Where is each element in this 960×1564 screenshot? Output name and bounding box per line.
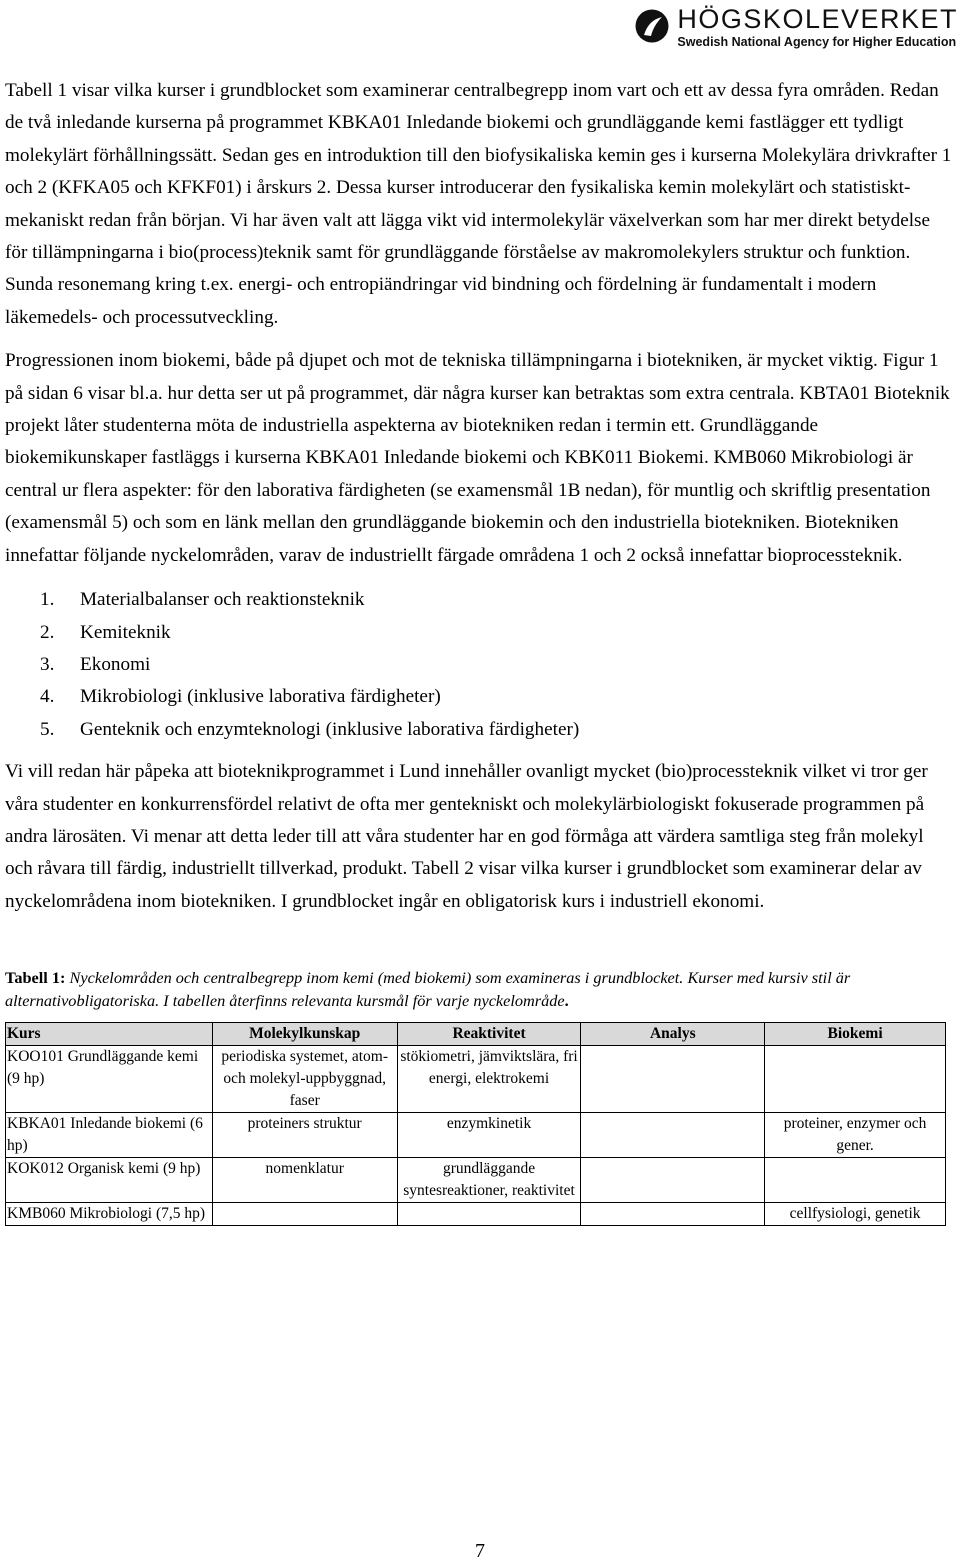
table-cell (397, 1203, 581, 1226)
header-molekylkunskap: Molekylkunskap (212, 1023, 397, 1046)
caption-end: . (564, 991, 569, 1011)
table-cell: nomenklatur (212, 1158, 397, 1203)
list-item (5, 617, 955, 649)
table-cell (212, 1203, 397, 1226)
list-item (5, 681, 955, 713)
list-number: 3. (40, 653, 55, 675)
list-number: 1. (40, 589, 55, 611)
list-number: 5. (40, 718, 55, 740)
header-biokemi: Biokemi (765, 1023, 946, 1046)
document-body (5, 75, 955, 1226)
table-cell: enzymkinetik (397, 1113, 581, 1158)
table-cell: periodiska systemet, atom- och molekyl-uppbyggnad, faser (212, 1046, 397, 1113)
table-cell (581, 1203, 765, 1226)
caption-text: Nyckelområden och centralbegrepp inom kemi (med biokemi) som examineras i grundblocket. Kurser med kursiv stil är alternativobligatoriska. I tabellen återfinns relevanta kursmål för varje nyckelområde (5, 968, 851, 1011)
header-logo (635, 0, 958, 54)
list-item (5, 584, 955, 616)
key-areas-list (5, 584, 955, 746)
table-cell: KOK012 Organisk kemi (9 hp) (6, 1158, 213, 1203)
page-number: 7 (475, 1540, 485, 1562)
table-cell (581, 1046, 765, 1113)
table-cell (765, 1046, 946, 1113)
header-analys: Analys (581, 1023, 765, 1046)
table-cell: stökiometri, jämviktslära, fri energi, elektrokemi (397, 1046, 581, 1113)
list-text: Genteknik och enzymteknologi (inklusive laborativa färdigheter) (80, 718, 580, 740)
list-number: 4. (40, 686, 55, 708)
courses-table (5, 1022, 946, 1226)
list-item (5, 714, 955, 746)
table-cell (581, 1158, 765, 1203)
logo-text (677, 3, 958, 49)
logo-subtitle: Swedish National Agency for Higher Education (677, 34, 957, 49)
caption-label: Tabell 1: (5, 968, 66, 988)
logo-emblem-icon (635, 9, 669, 43)
list-number: 2. (40, 621, 55, 643)
table-cell: cellfysiologi, genetik (765, 1203, 946, 1226)
table-cell: KBKA01 Inledande biokemi (6 hp) (6, 1113, 213, 1158)
logo-name: HÖGSKOLEVERKET (677, 3, 958, 34)
table-cell (581, 1113, 765, 1158)
paragraph-1: Tabell 1 visar vilka kurser i grundblocket som examinerar centralbegrepp inom vart och ett av dessa fyra områden. Redan de två inledande kurserna på programmet KBKA01 Inledande biokemi och grundläggande kemi fastlägger ett tydligt molekylärt förhållningssätt. Sedan ges en introduktion till den biofysikaliska kemin ges i kurserna Molekylära drivkrafter 1 och 2 (KFKA05 och KFKF01) i årskurs 2. Dessa kurser introducerar den fysikaliska kemin molekylärt och statistiskt-mekaniskt redan från början. Vi har även valt att lägga vikt vid intermolekylär växelverkan som har mer direkt betydelse för tillämpningarna i bio(process)teknik samt för grundläggande förståelse av makromolekylers struktur och funktion. Sunda resonemang kring t.ex. energi- och entropiändringar vid bindning och fördelning är fundamentalt i modern läkemedels- och processutveckling. (5, 80, 952, 328)
paragraph-3: Vi vill redan här påpeka att bioteknikprogrammet i Lund innehåller ovanligt mycket (bio)processteknik vilket vi tror ger våra studenter en konkurrensfördel relativt de ofta mer gentekniskt och molekylärbiologiskt fokuserade programmen på andra lärosäten. Vi menar att detta leder till att våra studenter har en god förmåga att värdera samtliga steg från molekyl och råvara till färdig, industriellt tillverkad, produkt. Tabell 2 visar vilka kurser i grundblocket som examinerar delar av nyckelområdena inom biotekniken. I grundblocket ingår en obligatorisk kurs i industriell ekonomi. (5, 761, 928, 912)
table-cell: grundläggande syntesreaktioner, reaktivitet (397, 1158, 581, 1203)
table-cell: KMB060 Mikrobiologi (7,5 hp) (6, 1203, 213, 1226)
list-item (5, 649, 955, 681)
table-row (6, 1113, 946, 1158)
table-row (6, 1203, 946, 1226)
list-text: Kemiteknik (80, 621, 171, 643)
table-cell (765, 1158, 946, 1203)
table-cell: KOO101 Grundläggande kemi (9 hp) (6, 1046, 213, 1113)
header-kurs: Kurs (6, 1023, 213, 1046)
table-header-row (6, 1023, 946, 1046)
table-cell: proteiner, enzymer och gener. (765, 1113, 946, 1158)
table-cell: proteiners struktur (212, 1113, 397, 1158)
list-text: Mikrobiologi (inklusive laborativa färdigheter) (80, 686, 441, 708)
table-caption (5, 966, 955, 1012)
header-reaktivitet: Reaktivitet (397, 1023, 581, 1046)
table-row (6, 1158, 946, 1203)
table-row (6, 1046, 946, 1113)
paragraph-2: Progressionen inom biokemi, både på djupet och mot de tekniska tillämpningarna i biotekniken, är mycket viktig. Figur 1 på sidan 6 visar bl.a. hur detta ser ut på programmet, där några kurser kan betraktas som extra centrala. KBTA01 Bioteknik projekt låter studenterna möta de industriella aspekterna av biotekniken redan i termin ett. Grundläggande biokemikunskaper fastläggs i kurserna KBKA01 Inledande biokemi och KBK011 Biokemi. KMB060 Mikrobiologi är central ur flera aspekter: för den laborativa färdigheten (se examensmål 1B nedan), för muntlig och skriftlig presentation (examensmål 5) och som en länk mellan den grundläggande biokemin och den industriella biotekniken. Biotekniken innefattar följande nyckelområden, varav de industriellt färgade områdena 1 och 2 också innefattar bioprocessteknik. (5, 350, 950, 566)
list-text: Ekonomi (80, 653, 151, 675)
list-text: Materialbalanser och reaktionsteknik (80, 589, 365, 611)
